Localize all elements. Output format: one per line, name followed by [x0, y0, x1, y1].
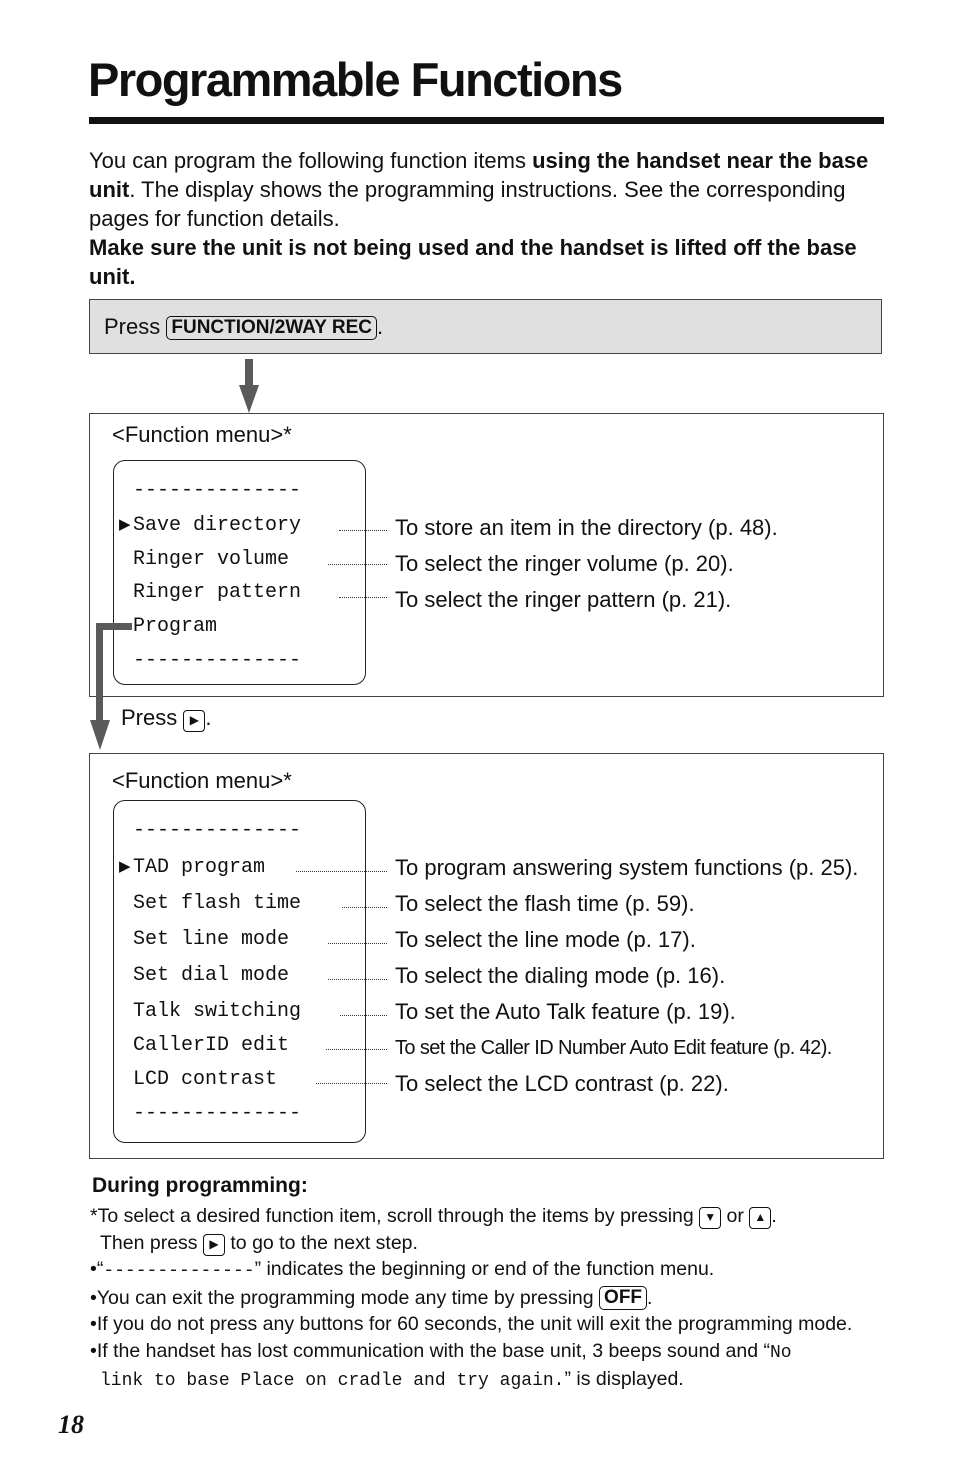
intro-text-b: . The display shows the programming instructions. See the corresponding pages for function details. [89, 177, 846, 231]
lcd-item-program: Program [133, 615, 218, 638]
lcd-item-set-line-mode: Set line mode [133, 928, 290, 951]
note-mono-text: No [770, 1342, 792, 1363]
desc-ringer-pattern: To select the ringer pattern (p. 21). [395, 587, 732, 612]
desc-callerid-edit: To set the Caller ID Number Auto Edit feature (p. 42). [395, 1037, 832, 1059]
leader-line [328, 943, 387, 944]
leader-line [339, 597, 387, 598]
selection-pointer-icon: ▶ [119, 858, 131, 875]
press-label: Press [121, 705, 178, 730]
lcd-item-set-flash-time: Set flash time [133, 892, 302, 915]
note-mono-text: link to base Place on cradle and try again. [100, 1371, 565, 1391]
note-text: or [721, 1205, 750, 1227]
up-arrow-key-icon: ▲ [749, 1207, 771, 1229]
leader-line [328, 564, 387, 565]
note-timeout: •If you do not press any buttons for 60 seconds, the unit will exit the programming mode. [90, 1313, 853, 1335]
function-2way-rec-key: FUNCTION/2WAY REC [166, 316, 377, 340]
flow-arrow-shaft [245, 359, 253, 387]
press-label: Press [104, 314, 161, 339]
press-end: . [205, 705, 212, 730]
leader-line [326, 1049, 387, 1050]
note-text: Then press [100, 1231, 203, 1254]
down-arrow-key-icon: ▼ [699, 1207, 721, 1229]
note-separator [90, 1256, 890, 1285]
lcd-item-talk-switching: Talk switching [133, 1000, 302, 1023]
desc-ringer-volume: To select the ringer volume (p. 20). [395, 551, 734, 576]
note-text: *To select a desired function item, scroll through the items by pressing [90, 1205, 700, 1227]
lcd-separator-bottom-1: -------------- [133, 649, 302, 672]
lcd-item-ringer-pattern: Ringer pattern [133, 581, 302, 604]
function-menu-label-1: <Function menu>* [112, 422, 292, 447]
desc-tad-program: To program answering system functions (p. 25). [395, 855, 859, 880]
off-key: OFF [599, 1286, 647, 1310]
desc-set-line-mode: To select the line mode (p. 17). [395, 927, 696, 952]
leader-line [342, 907, 387, 908]
intro-warning [89, 233, 889, 291]
lcd-item-save-directory: Save directory [133, 514, 302, 537]
intro-text-a: You can program the following function items [89, 148, 533, 173]
during-programming-heading: During programming: [92, 1174, 308, 1197]
intro-text [89, 146, 889, 291]
leader-line [296, 871, 387, 872]
intro-paragraph [89, 146, 889, 233]
note-exit [90, 1285, 890, 1312]
desc-talk-switching: To set the Auto Talk feature (p. 19). [395, 999, 736, 1024]
note-text: •You can exit the programming mode any time by pressing [90, 1286, 600, 1309]
lcd-item-lcd-contrast: LCD contrast [133, 1068, 278, 1091]
note-text: •“ [90, 1258, 104, 1280]
desc-lcd-contrast: To select the LCD contrast (p. 22). [395, 1071, 729, 1096]
note-scroll [90, 1203, 890, 1230]
flow-arrow-branch-vertical [96, 623, 103, 723]
lcd-item-tad-program: TAD program [133, 856, 266, 879]
lcd-separator-top-2: -------------- [133, 819, 302, 842]
intro-text-bold: using the handset near the base unit [89, 148, 869, 202]
step-press-function-box [89, 299, 882, 354]
leader-line [340, 1015, 387, 1016]
page-number: 18 [58, 1410, 84, 1439]
title-rule [89, 117, 884, 124]
press-end: . [376, 314, 384, 339]
note-text: ” is displayed. [564, 1368, 684, 1390]
leader-line [339, 530, 387, 531]
right-arrow-key-icon: ▶ [203, 1234, 225, 1256]
right-arrow-key-icon: ▶ [183, 710, 205, 732]
note-lost-link-cont [90, 1366, 890, 1395]
intro-warning-bold: Make sure the unit is not being used and the handset is lifted off the base unit. [89, 235, 857, 289]
step-press-right-key [121, 705, 212, 732]
note-text: . [647, 1286, 653, 1309]
lcd-separator-top-1: -------------- [133, 479, 302, 502]
lcd-item-callerid-edit: CallerID edit [133, 1034, 290, 1057]
flow-arrow-down-icon [90, 720, 110, 750]
programming-notes [90, 1203, 890, 1395]
desc-set-dial-mode: To select the dialing mode (p. 16). [395, 963, 726, 988]
note-text: . [771, 1205, 777, 1227]
leader-line [316, 1083, 387, 1084]
lcd-item-set-dial-mode: Set dial mode [133, 964, 290, 987]
note-text: to go to the next step. [224, 1231, 418, 1254]
lcd-item-ringer-volume: Ringer volume [133, 548, 290, 571]
lcd-separator-bottom-2: -------------- [133, 1102, 302, 1125]
selection-pointer-icon: ▶ [119, 516, 131, 533]
desc-set-flash-time: To select the flash time (p. 59). [395, 891, 695, 916]
page-title: Programmable Functions [88, 53, 622, 106]
note-next-step [90, 1230, 890, 1257]
note-text: ” indicates the beginning or end of the function menu. [254, 1258, 715, 1280]
note-text: •If the handset has lost communication with the base unit, 3 beeps sound and “ [90, 1339, 770, 1362]
desc-save-directory: To store an item in the directory (p. 48). [395, 515, 778, 540]
note-mono-text: -------------- [103, 1261, 255, 1281]
note-lost-link [90, 1338, 890, 1367]
function-menu-label-2: <Function menu>* [112, 768, 292, 793]
flow-arrow-down-icon [239, 385, 259, 413]
leader-line [328, 979, 387, 980]
